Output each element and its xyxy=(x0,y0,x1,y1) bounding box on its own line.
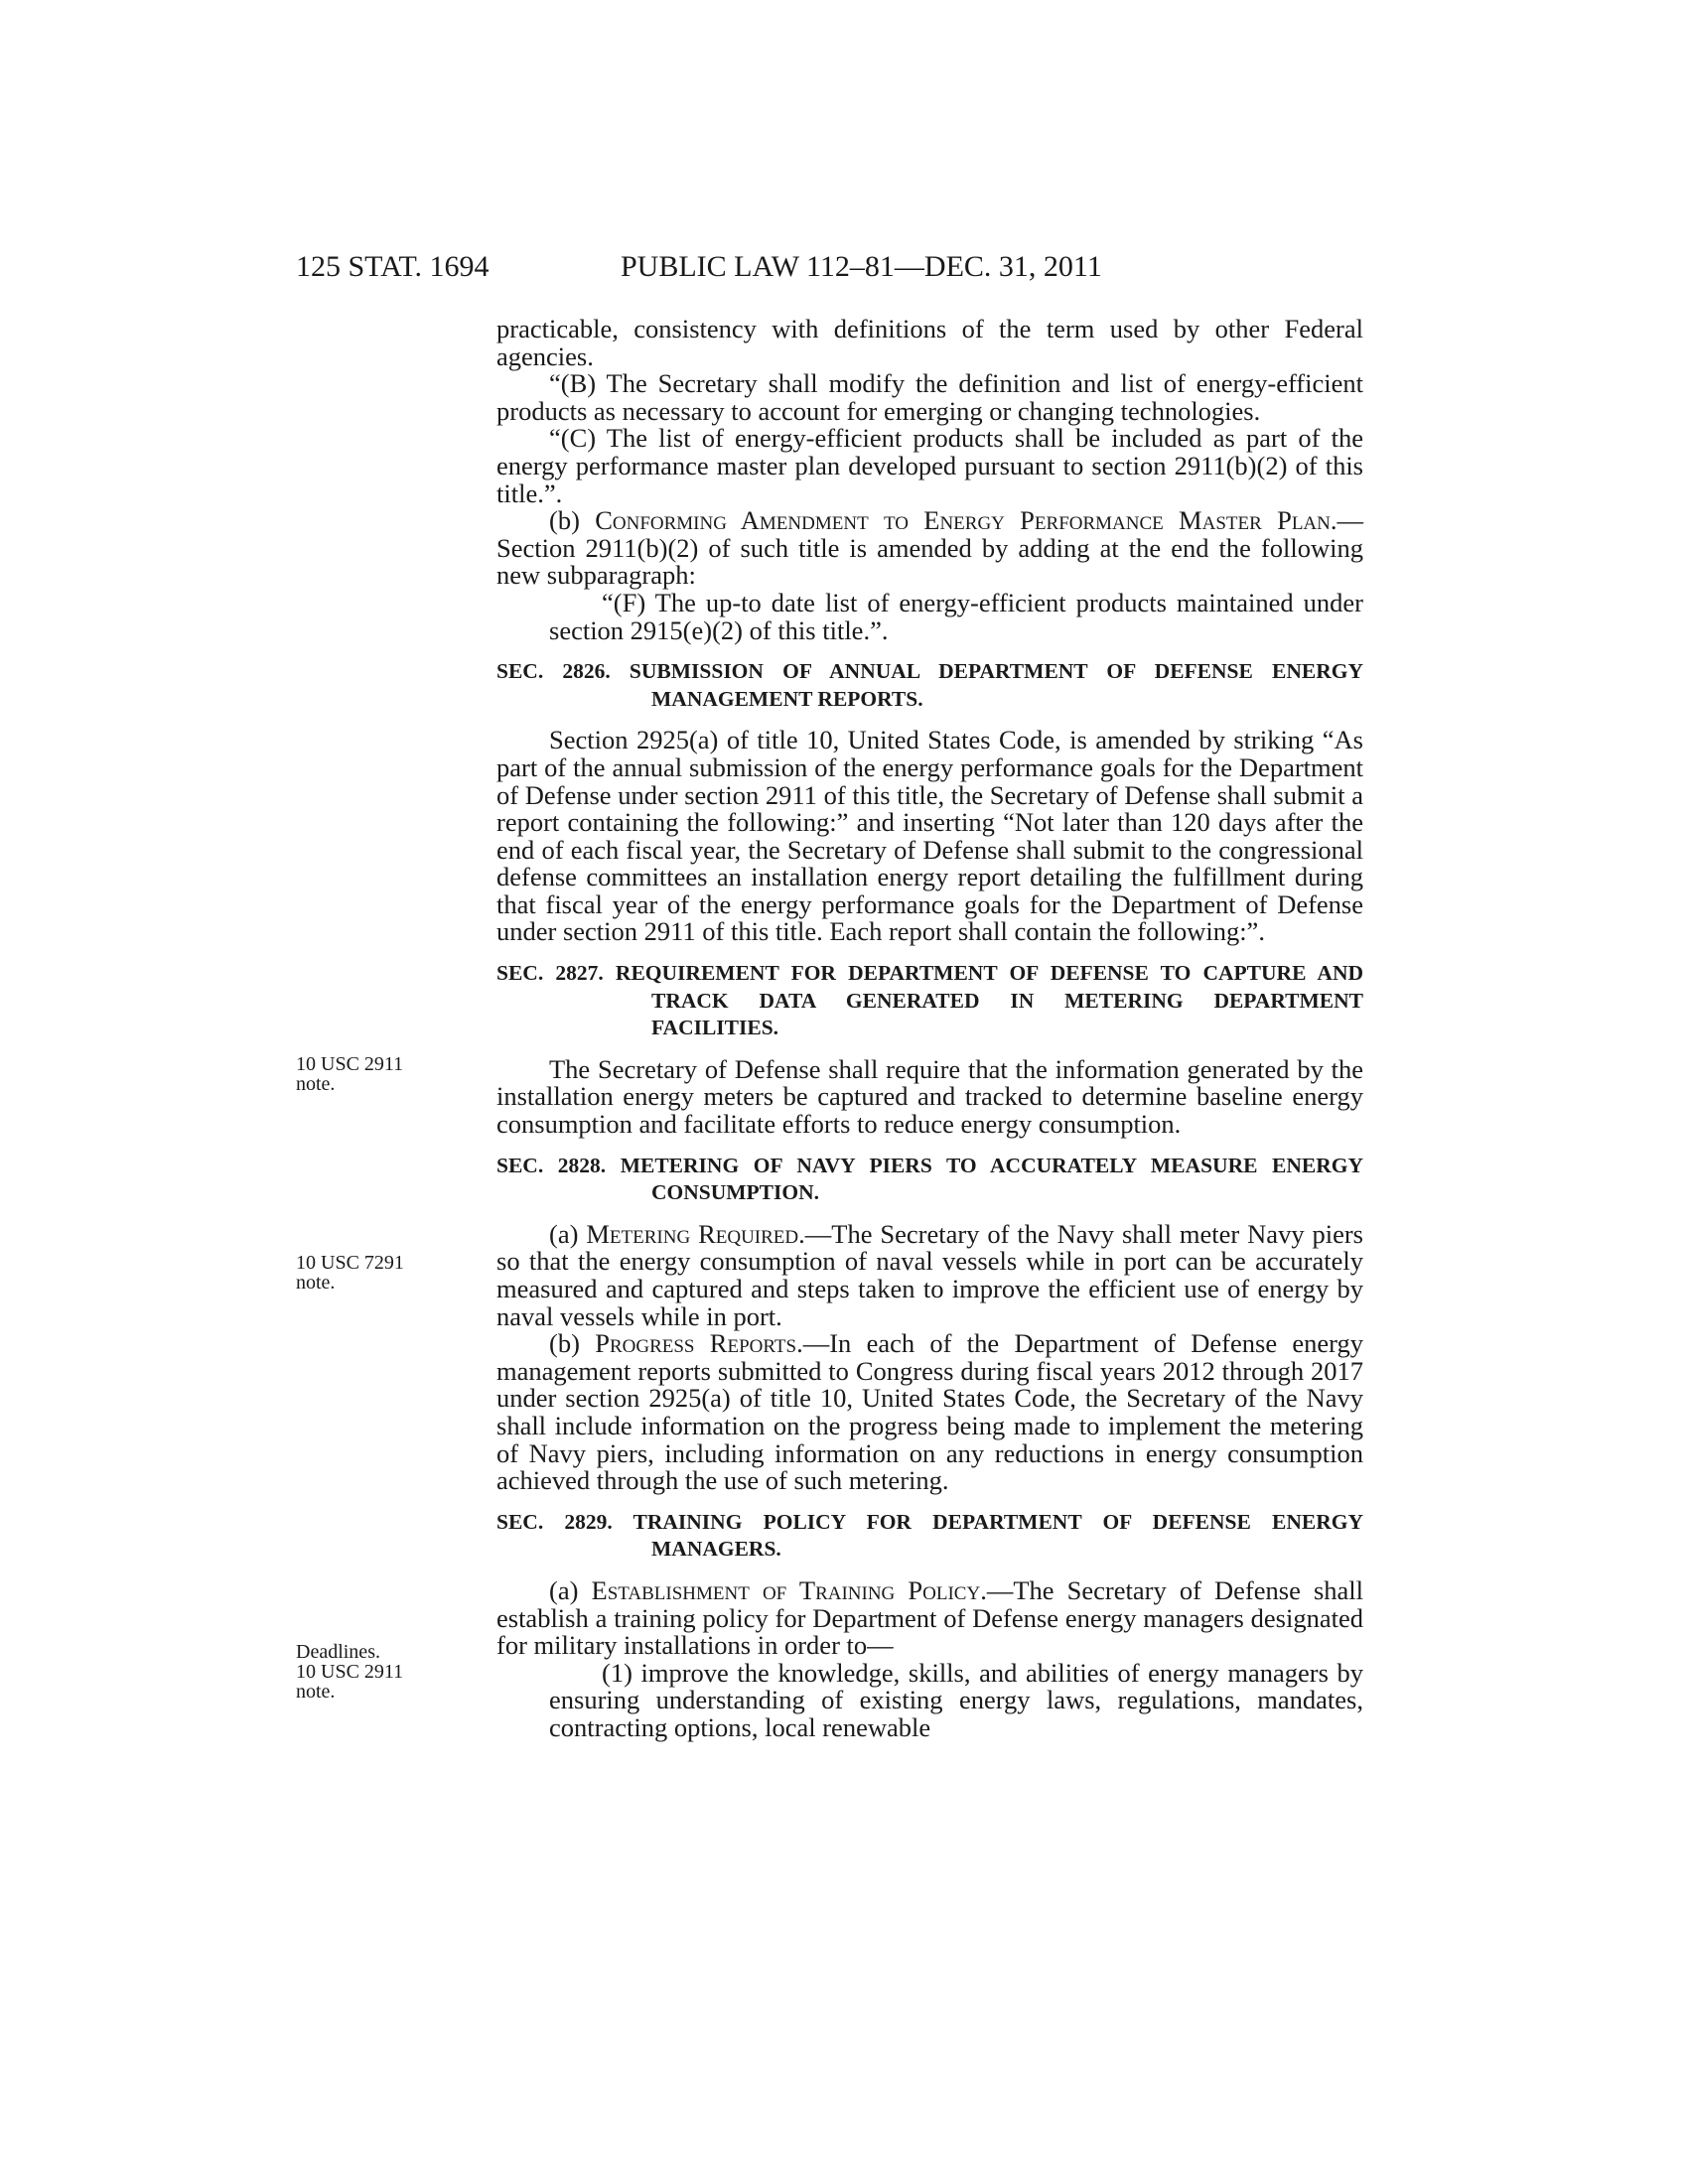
paragraph-continuation: practicable, consistency with definitions of the term used by other Federal agencies. xyxy=(496,314,1363,371)
section-heading-2828: SEC. 2828. METERING OF NAVY PIERS TO ACCURATELY MEASURE ENERGY CONSUMPTION. xyxy=(496,1153,1363,1205)
section-heading-2826: SEC. 2826. SUBMISSION OF ANNUAL DEPARTMENT OF DEFENSE ENERGY MANAGEMENT REPORTS. xyxy=(496,659,1363,711)
paragraph-subpara-c: “(C) The list of energy-efficient products shall be included as part of the energy performance master plan developed pursuant to section 2911(b)(2) of this title.”. xyxy=(496,423,1363,508)
paragraph-conforming-amendment: (b) Conforming Amendment to Energy Performance Master Plan.—Section 2911(b)(2) of such title is amended by adding at the end the following new subparagraph: xyxy=(496,505,1363,591)
caption-conforming-amendment: Conforming Amendment to Energy Performance Master Plan xyxy=(595,505,1331,536)
caption-establishment-of-training-policy: Establishment of Training Policy xyxy=(591,1574,981,1605)
section-heading-2829: SEC. 2829. TRAINING POLICY FOR DEPARTMENT OF DEFENSE ENERGY MANAGERS. xyxy=(496,1509,1363,1562)
section-2829-subsection-a: (a) Establishment of Training Policy.—The Secretary of Defense shall establish a training policy for Department of Defense energy managers designated for military installations in order to— xyxy=(496,1574,1364,1661)
page-header xyxy=(296,250,1363,290)
margin-note-sec-2827: 10 USC 2911 note. xyxy=(296,1053,404,1095)
section-body-2827: The Secretary of Defense shall require that the information generated by the installation energy meters be captured and tracked to determine baseline energy consumption and facilitate efforts to reduce energy consumption. xyxy=(496,1053,1363,1140)
section-2828-subsection-a: (a) Metering Required.—The Secretary of the Navy shall meter Navy piers so that the energy consumption of naval vessels while in port can be accurately measured and captured and steps taken to improve the efficient use of energy by naval vessels while in port. xyxy=(496,1218,1363,1331)
section-2828-subsection-b: (b) Progress Reports.—In each of the Department of Defense energy management reports submitted to Congress during fiscal years 2012 through 2017 under section 2925(a) of title 10, United States Code, the Secretary of the Navy shall include information on the progress being made to implement the metering of Navy piers, including information on any reductions in energy consumption achieved through the use of such metering. xyxy=(496,1328,1364,1496)
section-heading-2827: SEC. 2827. REQUIREMENT FOR DEPARTMENT OF DEFENSE TO CAPTURE AND TRACK DATA GENERATED IN METERING DEPARTMENT FACILITIES. xyxy=(496,961,1363,1040)
section-2829-paragraph-1: (1) improve the knowledge, skills, and abilities of energy managers by ensuring understanding of existing energy laws, regulations, mandates, contracting options, local renewable xyxy=(549,1657,1363,1742)
margin-note-sec-2829: Deadlines. 10 USC 2911 note. xyxy=(296,1641,404,1703)
paragraph-subpara-b: “(B) The Secretary shall modify the definition and list of energy-efficient products as necessary to account for emerging or changing technologies. xyxy=(496,368,1363,426)
section-body-2826: Section 2925(a) of title 10, United States Code, is amended by striking “As part of the annual submission of the energy performance goals for the Department of Defense under section 2911 of this title, the Secretary of Defense shall submit a report containing the following:” and inserting “Not later than 120 days after the end of each fiscal year, the Secretary of Defense shall submit to the congressional defense committees an installation energy report detailing the fulfillment during that fiscal year of the energy performance goals for the Department of Defense under section 2911 of this title. Each report shall contain the following:”. xyxy=(496,725,1363,947)
caption-metering-required: Metering Required xyxy=(586,1218,799,1249)
caption-progress-reports: Progress Reports xyxy=(595,1328,797,1359)
body-text xyxy=(496,316,1363,1742)
public-law-title: PUBLIC LAW 112–81—DEC. 31, 2011 xyxy=(621,250,1102,283)
statute-page-number: 125 STAT. 1694 xyxy=(296,250,490,283)
margin-note-sec-2828: 10 USC 7291 note. xyxy=(296,1252,404,1294)
paragraph-subpara-f: “(F) The up-to date list of energy-efficient products maintained under section 2915(e)(2) of this title.”. xyxy=(549,587,1363,645)
